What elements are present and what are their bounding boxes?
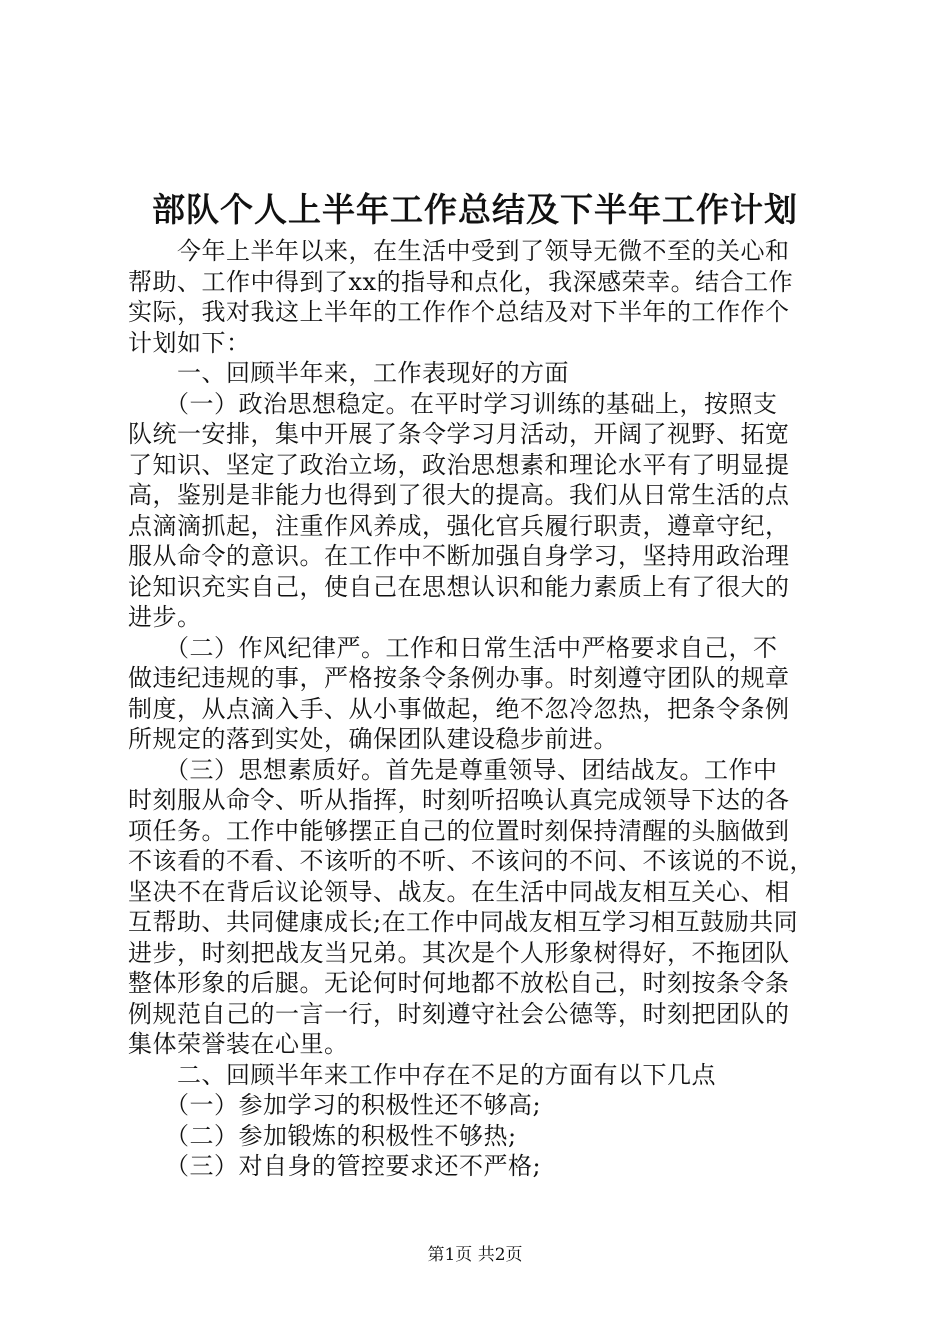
body-line: 所规定的落到实处，确保团队建设稳步前进。 xyxy=(128,725,618,753)
body-line: 制度，从点滴入手、从小事做起，绝不忽冷忽热，把条令条例 xyxy=(128,694,790,723)
body-line: 点滴滴抓起，注重作风养成，强化官兵履行职责，遵章守纪， xyxy=(128,511,790,540)
body-line: 服从命令的意识。在工作中不断加强自身学习，坚持用政治理 xyxy=(128,542,790,570)
body-line: 坚决不在背后议论领导、战友。在生活中同战友相互关心、相 xyxy=(128,877,790,906)
body-line: 计划如下： xyxy=(128,328,251,357)
body-line: 项任务。工作中能够摆正自己的位置时刻保持清醒的头脑做到 xyxy=(128,816,790,845)
body-line: 进步。 xyxy=(128,603,202,631)
body-line: 整体形象的后腿。无论何时何地都不放松自己，时刻按条令条 xyxy=(128,969,790,997)
body-line: （一）政治思想稳定。在平时学习训练的基础上，按照支 xyxy=(128,389,778,418)
body-line: 了知识、坚定了政治立场，政治思想素和理论水平有了明显提 xyxy=(128,450,790,479)
document-title: 部队个人上半年工作总结及下半年工作计划 xyxy=(152,190,798,229)
body-line: 论知识充实自己，使自己在思想认识和能力素质上有了很大的 xyxy=(128,572,790,601)
body-line: 实际，我对我这上半年的工作作个总结及对下半年的工作作个 xyxy=(128,298,790,326)
body-line: 例规范自己的一言一行，时刻遵守社会公德等，时刻把团队的 xyxy=(128,999,790,1028)
document-body xyxy=(128,236,834,1182)
body-line: 时刻服从命令、听从指挥，时刻听招唤认真完成领导下达的各 xyxy=(128,786,790,814)
list-item: （一）参加学习的积极性还不够高; xyxy=(128,1091,542,1119)
body-line: 做违纪违规的事，严格按条令条例办事。时刻遵守团队的规章 xyxy=(128,664,790,692)
body-line: 队统一安排，集中开展了条令学习月活动，开阔了视野、拓宽 xyxy=(128,420,790,448)
body-line: 今年上半年以来，在生活中受到了领导无微不至的关心和 xyxy=(128,237,790,265)
body-line: 集体荣誉装在心里。 xyxy=(128,1030,349,1058)
body-line: （二）作风纪律严。工作和日常生活中严格要求自己，不 xyxy=(128,633,778,662)
body-line: 进步，时刻把战友当兄弟。其次是个人形象树得好，不拖团队 xyxy=(128,938,790,967)
section-heading: 二、回顾半年来工作中存在不足的方面有以下几点 xyxy=(128,1060,716,1089)
body-line: （三）思想素质好。首先是尊重领导、团结战友。工作中 xyxy=(128,755,778,784)
list-item: （三）对自身的管控要求还不严格; xyxy=(128,1152,542,1180)
body-line: 不该看的不看、不该听的不听、不该问的不问、不该说的不说， xyxy=(128,847,814,875)
body-line: 高，鉴别是非能力也得到了很大的提高。我们从日常生活的点 xyxy=(128,481,790,509)
section-heading: 一、回顾半年来，工作表现好的方面 xyxy=(128,359,569,387)
list-item: （二）参加锻炼的积极性不够热; xyxy=(128,1121,517,1150)
page-number-footer: 第1页 共2页 xyxy=(427,1245,523,1265)
body-line: 帮助、工作中得到了xx的指导和点化，我深感荣幸。结合工作 xyxy=(128,267,794,296)
body-line: 互帮助、共同健康成长;在工作中同战友相互学习相互鼓励共同 xyxy=(128,908,799,936)
